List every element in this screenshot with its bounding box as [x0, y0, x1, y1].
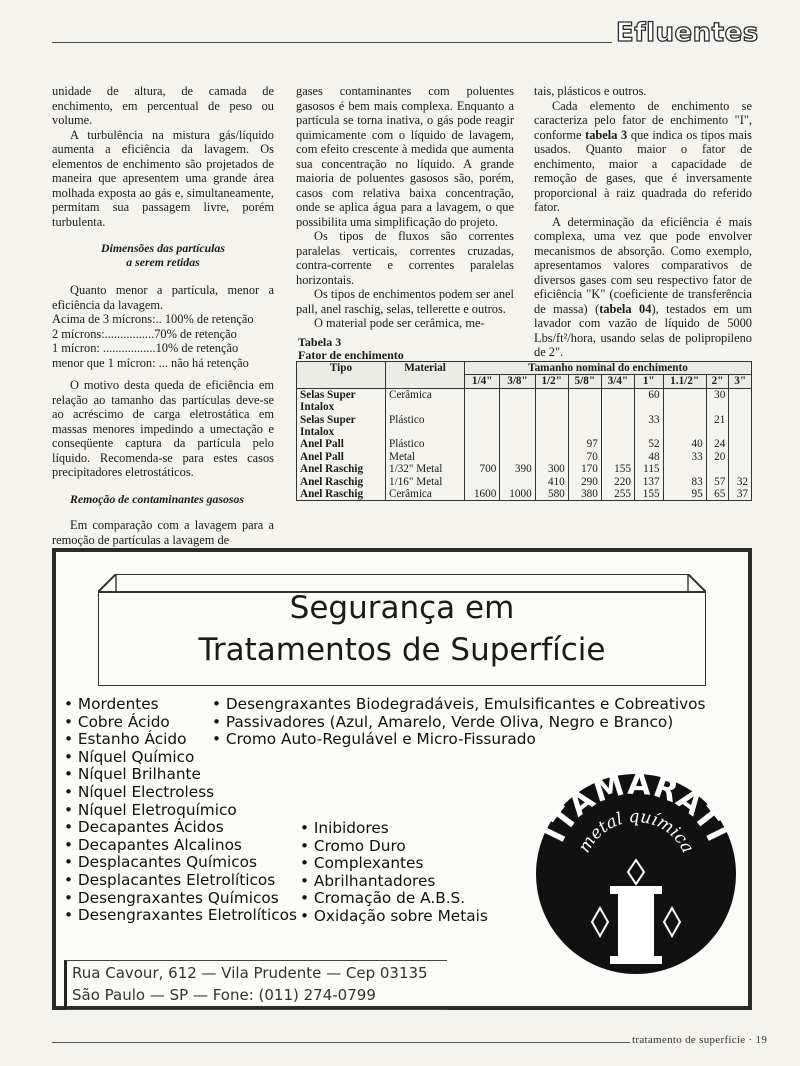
- list-item: • Complexantes: [300, 854, 424, 873]
- list-item: • Desengraxantes Eletrolíticos: [64, 906, 298, 925]
- table-caption-title: Fator de enchimento: [298, 348, 404, 362]
- cell-value: 155: [601, 463, 634, 475]
- list-item: • Decapantes Alcalinos: [64, 835, 242, 854]
- cell-value: 20: [706, 451, 729, 463]
- cell-material: Plástico: [386, 438, 465, 450]
- table-row: [297, 463, 752, 475]
- cell-tipo: Anel Raschig: [297, 488, 386, 501]
- list-item: • Oxidação sobre Metais: [300, 906, 488, 925]
- cell-value: 155: [634, 488, 663, 501]
- cell-value: 24: [706, 438, 729, 450]
- size-header: 2": [706, 375, 729, 388]
- col-header-group: Tamanho nominal do enchimento: [465, 362, 752, 375]
- paragraph: O motivo desta queda de eficiência em relação ao tamanho das partículas deve-se ao acréscimo de carga eletrostática em massas menores impedindo a umectação e conseqüente captura da partícula pelo líquido. Recomenda-se para estes casos precipitadores eletrostáticos.: [52, 378, 274, 479]
- retention-item: 2 mícrons:................70% de retenção: [52, 326, 237, 341]
- subheading-line: Dimensões das partículas: [101, 241, 225, 255]
- cell-value: 580: [535, 488, 568, 501]
- cell-value: [729, 438, 752, 450]
- cell-value: [465, 388, 500, 413]
- cell-value: [601, 414, 634, 439]
- ad-title-line-2: Tratamentos de Superfície: [198, 632, 606, 668]
- cell-value: 115: [634, 463, 663, 475]
- cell-value: [465, 451, 500, 463]
- cell-value: [601, 388, 634, 413]
- footer-rule: [52, 1042, 630, 1043]
- cell-value: [500, 438, 535, 450]
- cell-value: 40: [663, 438, 706, 450]
- size-header: 5/8": [568, 375, 601, 388]
- size-header: 1/4": [465, 375, 500, 388]
- cell-value: [663, 414, 706, 439]
- product-list-top: [212, 696, 705, 749]
- cell-value: 37: [729, 488, 752, 501]
- cell-value: 1600: [465, 488, 500, 501]
- cell-value: 52: [634, 438, 663, 450]
- cell-value: [729, 463, 752, 475]
- logo-brand-text: ITAMARATI: [537, 772, 735, 848]
- cell-value: [535, 451, 568, 463]
- cell-value: 700: [465, 463, 500, 475]
- paragraph: O material pode ser cerâmica, me-: [314, 316, 485, 330]
- list-item: • Desplacantes Químicos: [64, 853, 257, 872]
- col-header-tipo: Tipo: [297, 362, 386, 389]
- table-row: [297, 388, 752, 413]
- paragraph: Os tipos de enchimentos podem ser anel pall, anel raschig, selas, tellerette e outros.: [296, 287, 514, 316]
- retention-item: 1 mícron: .................10% de retenção: [52, 341, 239, 355]
- cell-value: 65: [706, 488, 729, 501]
- paragraph: Quanto menor a partícula, menor a eficiência da lavagem.: [52, 283, 274, 312]
- product-list-mid: [300, 820, 488, 926]
- cell-value: [535, 438, 568, 450]
- table-row: [297, 451, 752, 463]
- cell-value: [706, 463, 729, 475]
- cell-value: 170: [568, 463, 601, 475]
- cell-value: [500, 414, 535, 439]
- column-2: [296, 84, 514, 331]
- cell-value: [465, 476, 500, 488]
- cell-value: 30: [706, 388, 729, 413]
- cell-material: Cerâmica: [386, 388, 465, 413]
- col-header-material: Material: [386, 362, 465, 389]
- page-footer: tratamento de superfície · 19: [632, 1034, 768, 1046]
- cell-value: 410: [535, 476, 568, 488]
- list-item: • Níquel Electroless: [64, 782, 215, 801]
- cell-material: 1/16" Metal: [386, 476, 465, 488]
- cell-value: [500, 451, 535, 463]
- ad-title-line-1: Segurança em: [289, 590, 515, 626]
- list-item: • Decapantes Ácidos: [64, 818, 224, 837]
- cell-tipo: Anel Raschig: [297, 476, 386, 488]
- cell-material: Plástico: [386, 414, 465, 439]
- cell-value: 33: [634, 414, 663, 439]
- cell-value: [465, 438, 500, 450]
- cell-tipo: Anel Raschig: [297, 463, 386, 475]
- section-title: Efluentes: [612, 18, 763, 48]
- cell-value: [568, 414, 601, 439]
- table-caption: [298, 336, 404, 362]
- list-item: • Desengraxantes Químicos: [64, 888, 279, 907]
- retention-list: [52, 312, 274, 370]
- table-row: [297, 476, 752, 488]
- paragraph: Em comparação com a lavagem para a remoção de partículas a lavagem de: [52, 518, 274, 547]
- cell-value: [535, 414, 568, 439]
- cell-value: [729, 388, 752, 413]
- cell-value: 220: [601, 476, 634, 488]
- cell-value: [535, 388, 568, 413]
- subheading-line: a serem retidas: [126, 255, 200, 269]
- cell-value: 300: [535, 463, 568, 475]
- column-1: [52, 84, 274, 547]
- logo-sub-text: metal química: [574, 806, 698, 857]
- size-header: 1.1/2": [663, 375, 706, 388]
- cell-value: [663, 463, 706, 475]
- filling-factor-table: [296, 361, 752, 501]
- cell-value: 70: [568, 451, 601, 463]
- paragraph: A determinação da eficiência é mais complexa, uma vez que pode envolver mecanismos de absorção. Como exemplo, apresentamos valores comparativos de diversos gases com seu respectivo fator de eficiência "K" (coeficiente de transferência de massa) (tabela 04), testados em um lavador com vazão de líquido de 5000 Lbs/ft²/hora, usando selas de polipropileno de 2".: [534, 214, 752, 359]
- paragraph: Os tipos de fluxos são correntes paralelas verticais, correntes cruzadas, contra-corrente e correntes paralelas horizontais.: [296, 229, 514, 287]
- table-row: [297, 438, 752, 450]
- cell-tipo: Anel Pall: [297, 451, 386, 463]
- list-item: • Passivadores (Azul, Amarelo, Verde Oliva, Negro e Branco): [212, 712, 674, 731]
- table-caption-number: Tabela 3: [298, 335, 342, 349]
- list-item: • Inibidores: [300, 819, 389, 837]
- cell-value: [465, 414, 500, 439]
- advertisement: [52, 548, 752, 1010]
- list-item: • Cromo Duro: [300, 836, 406, 855]
- address-line-2: São Paulo — SP — Fone: (011) 274-0799: [72, 986, 376, 1004]
- cell-value: 255: [601, 488, 634, 501]
- cell-value: 57: [706, 476, 729, 488]
- paragraph: unidade de altura, de camada de enchimento, em percentual de peso ou volume.: [52, 84, 274, 127]
- cell-value: [601, 451, 634, 463]
- table-row: [297, 488, 752, 501]
- list-item: • Cobre Ácido: [64, 712, 170, 731]
- table-row: [297, 414, 752, 439]
- cell-value: 48: [634, 451, 663, 463]
- list-item: • Desengraxantes Biodegradáveis, Emulsificantes e Cobreativos: [212, 695, 706, 713]
- cell-value: 97: [568, 438, 601, 450]
- paragraph: tais, plásticos e outros.: [534, 84, 647, 98]
- paragraph: A turbulência na mistura gás/líquido aumenta a eficiência da lavagem. Os elementos de enchimento são projetados de maneira que apresentem uma grande área molhada exposta ao gás e, simultaneamente, permitam sua passagem livre, porém turbulenta.: [52, 127, 274, 229]
- cell-value: 1000: [500, 488, 535, 501]
- list-item: • Níquel Químico: [64, 747, 195, 766]
- cell-value: [663, 388, 706, 413]
- cell-value: 137: [634, 476, 663, 488]
- list-item: • Mordentes: [64, 695, 159, 713]
- cell-material: Cerâmica: [386, 488, 465, 501]
- paragraph: gases contaminantes com poluentes gasosos é bem mais complexa. Enquanto a partícula se torna inativa, o gás pode reagir quimicamente com o líquido de lavagem, com efeito crescente à medida que aumenta sua concentração no líquido. A grande maioria de poluentes gasosos são, porém, casos com relativa baixa concentração, onde se aplica água para a lavagem, o que possibilita uma simplificação do projeto.: [296, 84, 514, 229]
- cell-material: Metal: [386, 451, 465, 463]
- cell-value: 60: [634, 388, 663, 413]
- cell-material: 1/32" Metal: [386, 463, 465, 475]
- size-header: 3/8": [500, 375, 535, 388]
- size-header: 1": [634, 375, 663, 388]
- cell-tipo: Selas Super Intalox: [297, 414, 386, 439]
- list-item: • Cromação de A.B.S.: [300, 889, 466, 908]
- cell-value: 33: [663, 451, 706, 463]
- cell-value: 83: [663, 476, 706, 488]
- list-item: • Níquel Eletroquímico: [64, 800, 237, 819]
- itamarati-logo: [534, 772, 738, 976]
- retention-item: menor que 1 mícron: ... não há retenção: [52, 355, 249, 370]
- cell-value: [500, 388, 535, 413]
- cell-value: [729, 451, 752, 463]
- address-line-1: Rua Cavour, 612 — Vila Prudente — Cep 03135: [72, 964, 428, 982]
- address-block: [64, 960, 444, 1008]
- cell-value: [500, 476, 535, 488]
- list-item: • Níquel Brilhante: [64, 765, 201, 784]
- cell-value: 32: [729, 476, 752, 488]
- cell-value: 95: [663, 488, 706, 501]
- retention-item: Acima de 3 mícrons:.. 100% de retenção: [52, 312, 254, 326]
- cell-tipo: Selas Super Intalox: [297, 388, 386, 413]
- column-3: [534, 84, 752, 360]
- cell-value: [729, 414, 752, 439]
- cell-value: [601, 438, 634, 450]
- size-header: 1/2": [535, 375, 568, 388]
- cell-value: 380: [568, 488, 601, 501]
- size-header: 3": [729, 375, 752, 388]
- cell-value: 390: [500, 463, 535, 475]
- subheading: [52, 241, 274, 269]
- cell-value: [568, 388, 601, 413]
- cell-tipo: Anel Pall: [297, 438, 386, 450]
- list-item: • Estanho Ácido: [64, 730, 187, 749]
- subheading: Remoção de contaminantes gasosos: [70, 491, 245, 506]
- list-item: • Abrilhantadores: [300, 871, 436, 890]
- cell-value: 290: [568, 476, 601, 488]
- paragraph: Cada elemento de enchimento se caracteriza pelo fator de enchimento "I", conforme tabela 3 que indica os tipos mais usados. Quanto maior o fator de enchimento, maior a capacidade de remoção de gases, que é inversamente proporcional à raiz quadrada do referido fator.: [534, 98, 753, 214]
- list-item: • Cromo Auto-Regulável e Micro-Fissurado: [212, 730, 536, 749]
- size-header: 3/4": [601, 375, 634, 388]
- cell-value: 21: [706, 414, 729, 439]
- list-item: • Desplacantes Eletrolíticos: [64, 870, 276, 889]
